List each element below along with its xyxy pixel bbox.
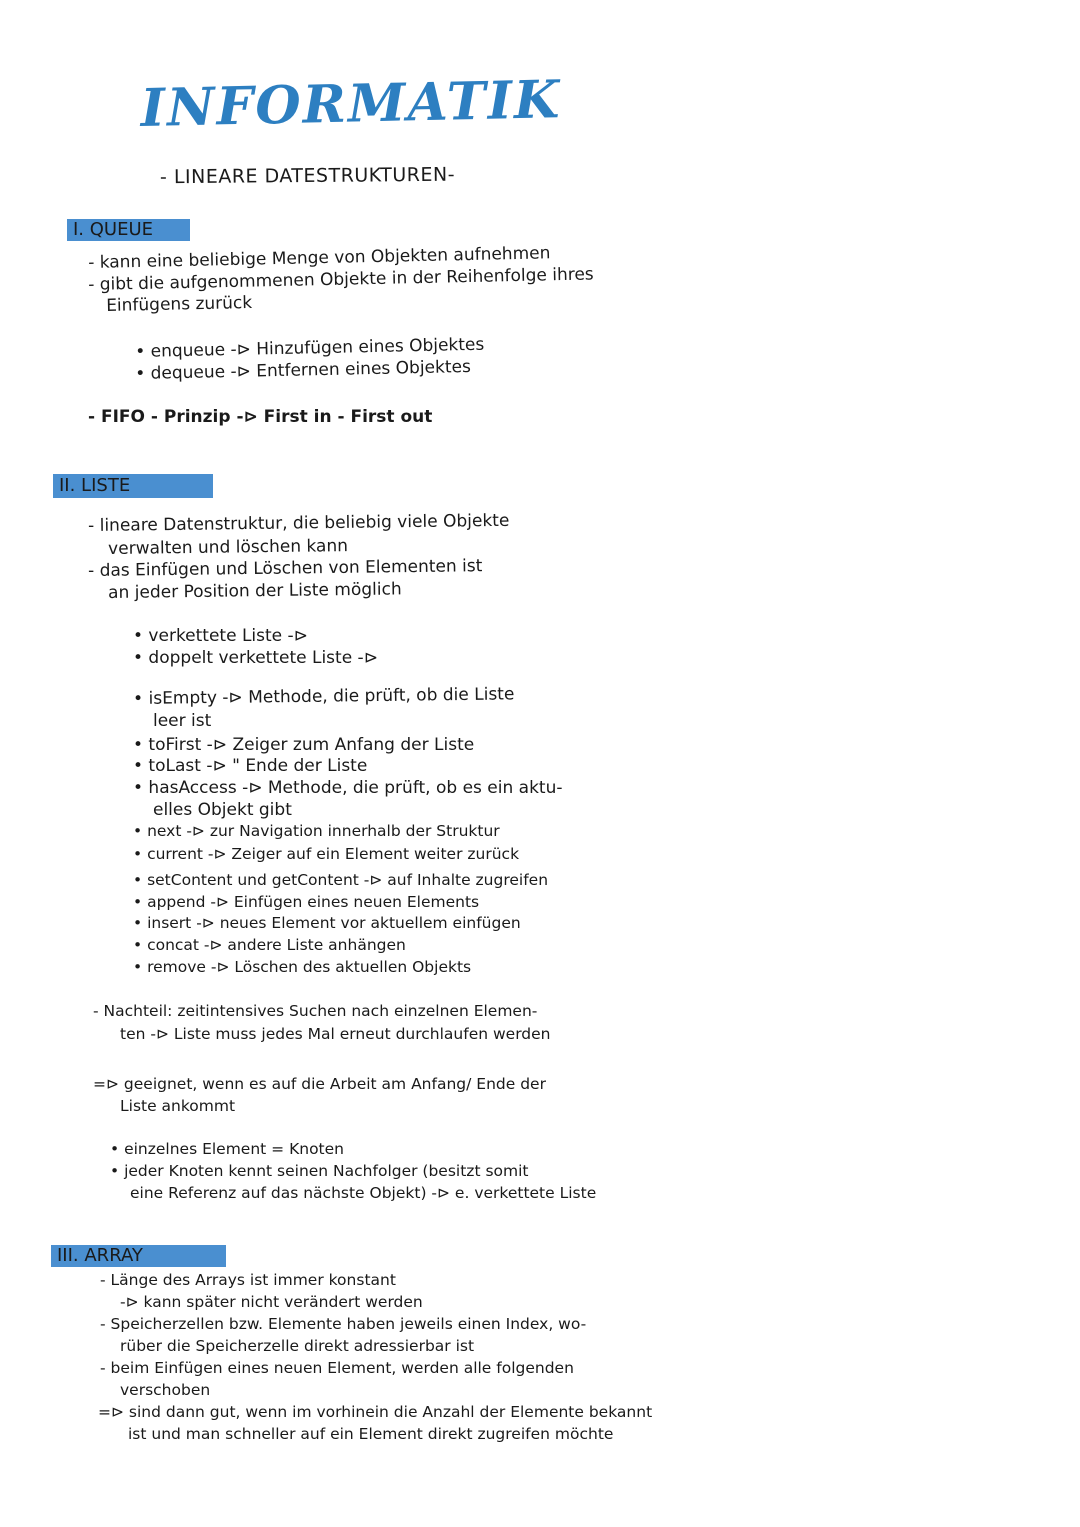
liste-line: • remove -⊳ Löschen des aktuellen Objekts	[133, 958, 472, 976]
array-line: - beim Einfügen eines neuen Element, werden alle folgenden	[100, 1359, 574, 1377]
liste-line: - lineare Datenstruktur, die beliebig viele Objekte	[88, 510, 510, 536]
queue-line: • dequeue -⊳ Entfernen eines Objektes	[135, 356, 472, 384]
liste-line: verwalten und löschen kann	[108, 536, 349, 559]
liste-line: ten -⊳ Liste muss jedes Mal erneut durchlaufen werden	[120, 1025, 551, 1043]
liste-line: • concat -⊳ andere Liste anhängen	[133, 936, 406, 954]
liste-line: Liste ankommt	[120, 1097, 236, 1115]
liste-line: • hasAccess -⊳ Methode, die prüft, ob es ein aktu-	[133, 778, 563, 798]
liste-line: • current -⊳ Zeiger auf ein Element weiter zurück	[133, 845, 520, 863]
liste-line: • setContent und getContent -⊳ auf Inhalte zugreifen	[133, 871, 549, 889]
array-line: - Speicherzellen bzw. Elemente haben jeweils einen Index, wo-	[100, 1315, 587, 1333]
liste-line: eine Referenz auf das nächste Objekt) -⊳ e. verkettete Liste	[130, 1184, 597, 1202]
liste-line: leer ist	[153, 711, 212, 731]
liste-line: - das Einfügen und Löschen von Elementen ist	[88, 556, 483, 581]
liste-line: • isEmpty -⊳ Methode, die prüft, ob die Liste	[133, 684, 515, 709]
array-line: =⊳ sind dann gut, wenn im vorhinein die Anzahl der Elemente bekannt	[98, 1403, 653, 1421]
liste-line: an jeder Position der Liste möglich	[108, 579, 402, 603]
liste-line: • toFirst -⊳ Zeiger zum Anfang der Liste	[133, 735, 475, 755]
liste-line: • insert -⊳ neues Element vor aktuellem einfügen	[133, 914, 521, 932]
liste-line: - Nachteil: zeitintensives Suchen nach einzelnen Elemen-	[93, 1002, 538, 1020]
section-heading-liste: II. LISTE	[53, 474, 213, 498]
liste-line: • toLast -⊳ " Ende der Liste	[133, 756, 368, 776]
queue-line: Einfügens zurück	[106, 292, 253, 316]
liste-line: • append -⊳ Einfügen eines neuen Elements	[133, 893, 480, 911]
liste-line: • einzelnes Element = Knoten	[110, 1140, 344, 1158]
array-line: verschoben	[120, 1381, 211, 1399]
queue-line: • enqueue -⊳ Hinzufügen eines Objektes	[135, 334, 485, 362]
liste-line: =⊳ geeignet, wenn es auf die Arbeit am Anfang/ Ende der	[93, 1075, 546, 1093]
queue-line: - gibt die aufgenommenen Objekte in der Reihenfolge ihres	[88, 264, 594, 295]
queue-line: - FIFO - Prinzip -⊳ First in - First out	[88, 407, 433, 427]
section-heading-array: III. ARRAY	[51, 1245, 226, 1267]
page-title: INFORMATIK	[140, 69, 562, 139]
liste-line: • jeder Knoten kennt seinen Nachfolger (besitzt somit	[110, 1162, 529, 1180]
liste-line: • doppelt verkettete Liste -⊳	[133, 648, 378, 668]
section-heading-queue: I. QUEUE	[67, 219, 190, 241]
array-line: ist und man schneller auf ein Element direkt zugreifen möchte	[128, 1425, 614, 1443]
array-line: -⊳ kann später nicht verändert werden	[120, 1293, 423, 1311]
array-line: rüber die Speicherzelle direkt adressierbar ist	[120, 1337, 475, 1355]
page-subtitle: - LINEARE DATESTRUKTUREN-	[159, 163, 456, 189]
array-line: - Länge des Arrays ist immer konstant	[100, 1271, 396, 1289]
liste-line: • next -⊳ zur Navigation innerhalb der Struktur	[133, 822, 500, 840]
liste-line: elles Objekt gibt	[153, 800, 292, 820]
queue-line: - kann eine beliebige Menge von Objekten aufnehmen	[88, 243, 551, 273]
liste-line: • verkettete Liste -⊳	[133, 626, 308, 646]
